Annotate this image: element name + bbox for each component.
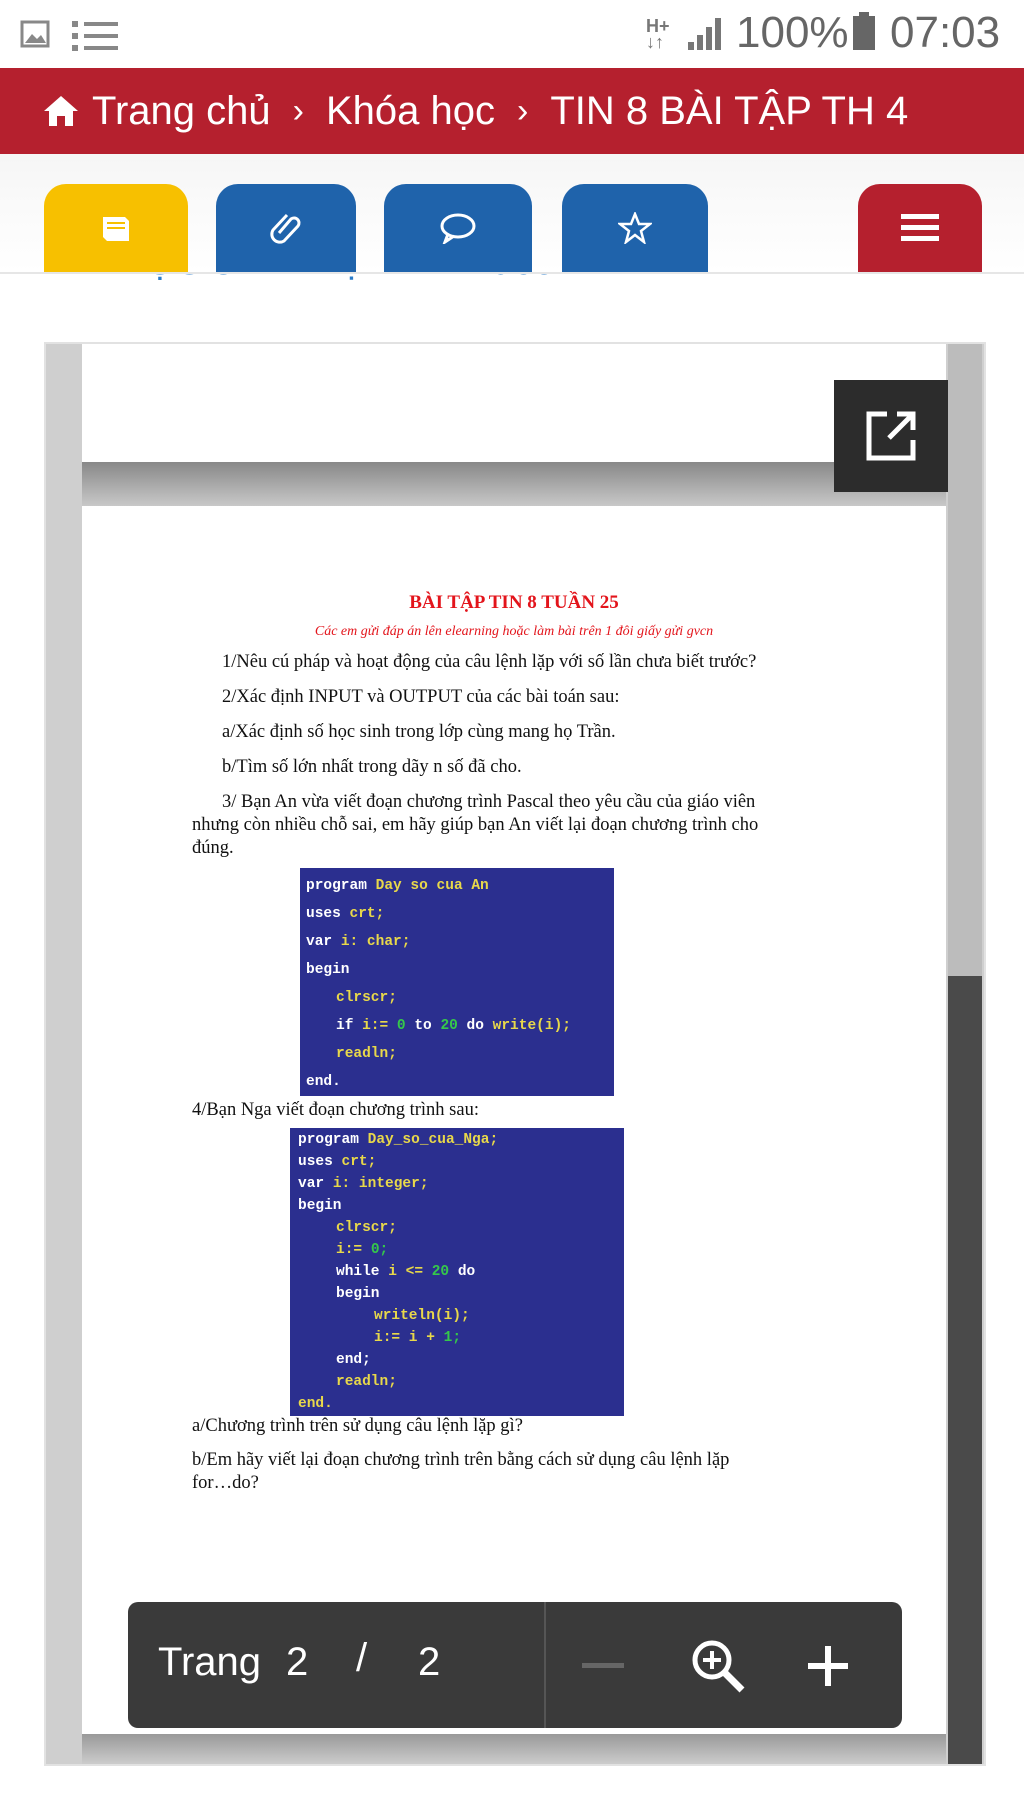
page-gap [82,1734,946,1764]
scrollbar-thumb[interactable] [948,976,982,1764]
book-icon [99,213,133,243]
doc-question-3-line2: nhưng còn nhiều chỗ sai, em hãy giúp bạn An viết lại đoạn chương trình cho [192,815,759,835]
minus-icon [582,1663,624,1668]
document-page-2 [82,506,946,1734]
home-icon[interactable] [42,94,80,128]
list-icon [72,21,118,51]
clock: 07:03 [890,8,1001,57]
current-page-input[interactable]: 2 [286,1640,309,1684]
doc-question-4: 4/Bạn Nga viết đoạn chương trình sau: [192,1100,479,1120]
tab-forum[interactable] [384,184,532,272]
network-type: H+ ↓↑ [646,16,670,52]
doc-title: BÀI TẬP TIN 8 TUẦN 25 [409,592,619,613]
gallery-icon [20,16,130,56]
battery-icon [852,12,876,52]
menu-icon [901,212,939,244]
breadcrumb-current[interactable]: TIN 8 BÀI TẬP TH 4 [550,88,909,133]
page-gap [82,462,946,506]
battery-percent: 100% [736,8,849,57]
doc-question-2b: b/Tìm số lớn nhất trong dãy n số đã cho. [222,757,522,777]
breadcrumb [0,68,1024,154]
breadcrumb-separator: › [516,91,529,130]
doc-question-4b-line1: b/Em hãy viết lại đoạn chương trình trên bằng cách sử dụng câu lệnh lặp [192,1450,730,1470]
tab-book[interactable] [44,184,188,272]
doc-question-1: 1/Nêu cú pháp và hoạt động của câu lệnh lặp với số lần chưa biết trước? [222,652,757,672]
code-block-an: program Day so cua An uses crt; var i: char; begin clrscr; if i:= 0 to 20 do write(i); readln; end. [300,868,614,1096]
tab-favorites[interactable] [562,184,708,272]
viewer-toolbar [128,1602,902,1728]
course-tab-bar [0,154,1024,274]
zoom-button[interactable] [690,1638,746,1694]
doc-question-2: 2/Xác định INPUT và OUTPUT của các bài toán sau: [222,687,620,707]
star-icon [618,212,652,244]
document-page-1 [82,344,946,462]
doc-question-4b-line2: for…do? [192,1473,259,1493]
doc-question-2a: a/Xác định số học sinh trong lớp cùng mang họ Trần. [222,722,616,742]
page-label: Trang [158,1640,262,1684]
page-separator: / [356,1636,368,1680]
doc-question-3-line3: đúng. [192,838,234,858]
code-block-nga: program Day_so_cua_Nga; uses crt; var i: integer; begin clrscr; i:= 0; while i <= 20 do begin writeln(i); i:= i + 1; end; readln; end. [290,1128,624,1416]
doc-subtitle: Các em gửi đáp án lên elearning hoặc làm bài trên 1 đôi giấy gửi gvcn [314,624,714,639]
breadcrumb-courses[interactable]: Khóa học [325,88,495,133]
doc-question-3-line1: 3/ Bạn An vừa viết đoạn chương trình Pascal theo yêu cầu của giáo viên [222,792,756,812]
status-left-icons [20,16,130,65]
popout-button[interactable] [834,380,948,492]
tab-attachments[interactable] [216,184,356,272]
zoom-out-button[interactable] [580,1646,626,1686]
signal-icon [686,14,724,52]
paperclip-icon [269,211,303,245]
chat-icon [439,212,477,244]
total-pages: 2 [418,1640,441,1684]
zoom-in-button[interactable] [804,1642,852,1690]
status-bar [0,0,1024,68]
tab-menu[interactable] [858,184,982,272]
open-external-icon [863,408,919,464]
breadcrumb-separator: › [292,91,304,130]
plus-icon [808,1646,848,1686]
doc-question-4a: a/Chương trình trên sử dụng câu lệnh lặp gì? [192,1416,523,1436]
toolbar-divider [544,1602,546,1728]
document-viewer[interactable] [44,342,986,1766]
breadcrumb-home[interactable]: Trang chủ [92,88,271,133]
zoom-icon [695,1643,742,1690]
